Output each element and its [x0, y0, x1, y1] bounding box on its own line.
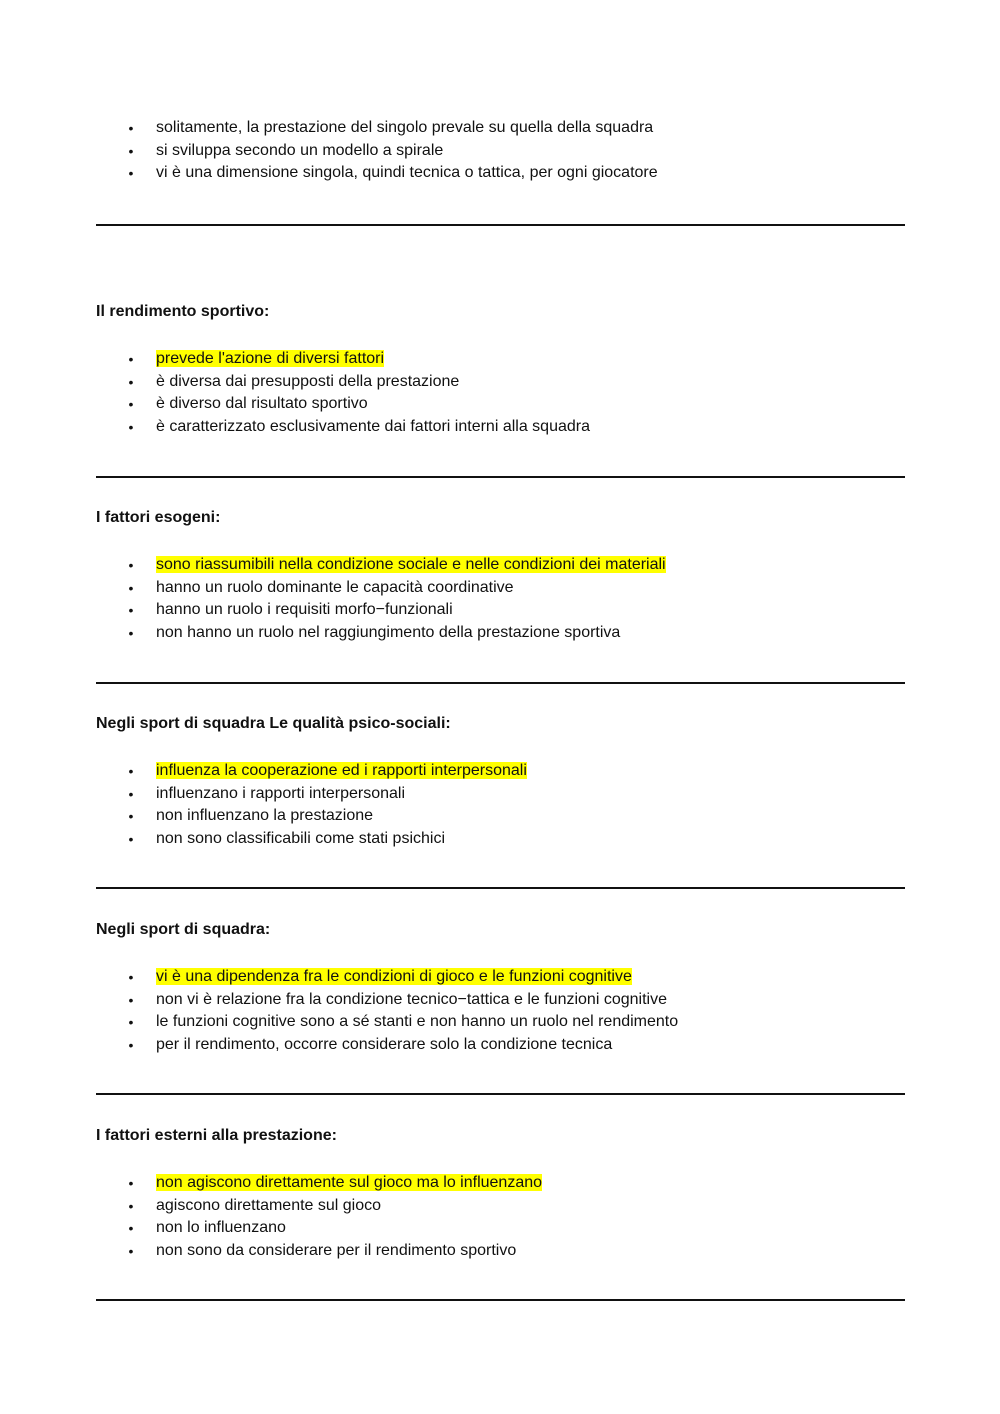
answer-text: non hanno un ruolo nel raggiungimento della prestazione sportiva — [156, 623, 621, 641]
question-title: Negli sport di squadra: — [96, 921, 271, 938]
answer-text: non lo influenzano — [156, 1219, 286, 1236]
bullet-icon: • — [128, 991, 134, 1008]
bullet-icon: • — [128, 557, 134, 573]
answer-text: hanno un ruolo i requisiti morfo−funzionali — [156, 601, 453, 618]
answer-text: influenzano i rapporti interpersonali — [156, 784, 406, 802]
answer-text: non influenzano la prestazione — [156, 807, 374, 824]
bullet-icon: • — [128, 830, 134, 847]
answer-text: è caratterizzato esclusivamente dai fattori interni alla squadra — [156, 417, 590, 435]
answer-text-highlighted: prevede l'azione di diversi fattori — [156, 350, 385, 367]
bullet-icon: • — [128, 969, 134, 985]
answer-item — [96, 393, 905, 416]
question-qualita-psico-sociali — [96, 714, 905, 850]
section-divider — [96, 887, 905, 889]
answer-item — [96, 1195, 905, 1218]
bullet-icon: • — [128, 1175, 134, 1191]
answer-item — [96, 1011, 905, 1034]
answer-text: si sviluppa secondo un modello a spirale — [156, 141, 444, 159]
bullet-icon: • — [128, 418, 134, 435]
answer-item — [96, 828, 905, 851]
answer-item — [96, 599, 905, 622]
answer-item — [96, 371, 905, 394]
section-divider — [96, 476, 905, 478]
answer-item — [96, 1217, 905, 1240]
answer-text: agiscono direttamente sul gioco — [156, 1196, 382, 1214]
bullet-icon: • — [128, 165, 134, 181]
bullet-icon: • — [128, 785, 134, 802]
question-fattori-esogeni — [96, 508, 905, 644]
question-title: Il rendimento sportivo: — [96, 303, 270, 320]
answer-text: non sono classificabili come stati psichici — [156, 829, 446, 847]
answer-item — [96, 966, 905, 989]
answer-item — [96, 554, 905, 577]
bullet-icon: • — [128, 1014, 134, 1030]
bullet-icon: • — [128, 142, 134, 159]
answer-item — [96, 162, 905, 185]
section-divider — [96, 682, 905, 684]
answer-text: per il rendimento, occorre considerare solo la condizione tecnica — [156, 1035, 613, 1053]
answer-item — [96, 140, 905, 163]
answer-list — [96, 348, 905, 438]
answer-text: vi è una dimensione singola, quindi tecnica o tattica, per ogni giocatore — [156, 164, 658, 181]
bullet-icon: • — [128, 120, 134, 136]
answer-text-highlighted: non agiscono direttamente sul gioco ma lo influenzano — [156, 1174, 543, 1191]
answer-text-highlighted: vi è una dipendenza fra le condizioni di gioco e le funzioni cognitive — [156, 968, 632, 985]
bullet-icon: • — [128, 1197, 134, 1214]
answer-item — [96, 1240, 905, 1263]
answer-item — [96, 783, 905, 806]
answer-item — [96, 348, 905, 371]
bullet-icon: • — [128, 396, 134, 412]
question-rendimento-sportivo — [96, 302, 905, 438]
bullet-icon: • — [128, 1036, 134, 1053]
question-title: Negli sport di squadra Le qualità psico-sociali: — [96, 715, 451, 732]
bullet-icon: • — [128, 1220, 134, 1236]
bullet-icon: • — [128, 1242, 134, 1259]
bullet-icon: • — [128, 624, 134, 641]
bullet-icon: • — [128, 579, 134, 596]
answer-list — [96, 117, 905, 185]
bullet-icon: • — [128, 602, 134, 618]
question-fattori-esterni — [96, 1126, 905, 1262]
question-title: I fattori esterni alla prestazione: — [96, 1127, 337, 1144]
answer-text: non sono da considerare per il rendimento sportivo — [156, 1241, 517, 1259]
answer-item — [96, 805, 905, 828]
answer-text-highlighted: sono riassumibili nella condizione sociale e nelle condizioni dei materiali — [156, 556, 666, 573]
answer-item — [96, 622, 905, 645]
section-divider — [96, 224, 905, 226]
answer-item — [96, 416, 905, 439]
answer-text: le funzioni cognitive sono a sé stanti e non hanno un ruolo nel rendimento — [156, 1013, 679, 1030]
section-continuation — [96, 117, 905, 185]
answer-item — [96, 1034, 905, 1057]
bullet-icon: • — [128, 373, 134, 390]
answer-text: è diverso dal risultato sportivo — [156, 395, 368, 412]
answer-item — [96, 577, 905, 600]
answer-text-highlighted: influenza la cooperazione ed i rapporti interpersonali — [156, 762, 527, 779]
answer-text: è diversa dai presupposti della prestazione — [156, 372, 460, 390]
answer-text: non vi è relazione fra la condizione tecnico−tattica e le funzioni cognitive — [156, 990, 667, 1008]
section-divider — [96, 1093, 905, 1095]
answer-text: hanno un ruolo dominante le capacità coordinative — [156, 578, 514, 596]
answer-item — [96, 989, 905, 1012]
bullet-icon: • — [128, 808, 134, 824]
answer-item — [96, 117, 905, 140]
bullet-icon: • — [128, 763, 134, 779]
answer-list — [96, 966, 905, 1056]
question-title: I fattori esogeni: — [96, 509, 221, 526]
answer-list — [96, 1172, 905, 1262]
answer-text: solitamente, la prestazione del singolo prevale su quella della squadra — [156, 119, 654, 136]
question-sport-di-squadra — [96, 920, 905, 1056]
bullet-icon: • — [128, 351, 134, 367]
answer-list — [96, 760, 905, 850]
section-divider — [96, 1299, 905, 1301]
answer-item — [96, 1172, 905, 1195]
answer-list — [96, 554, 905, 644]
answer-item — [96, 760, 905, 783]
